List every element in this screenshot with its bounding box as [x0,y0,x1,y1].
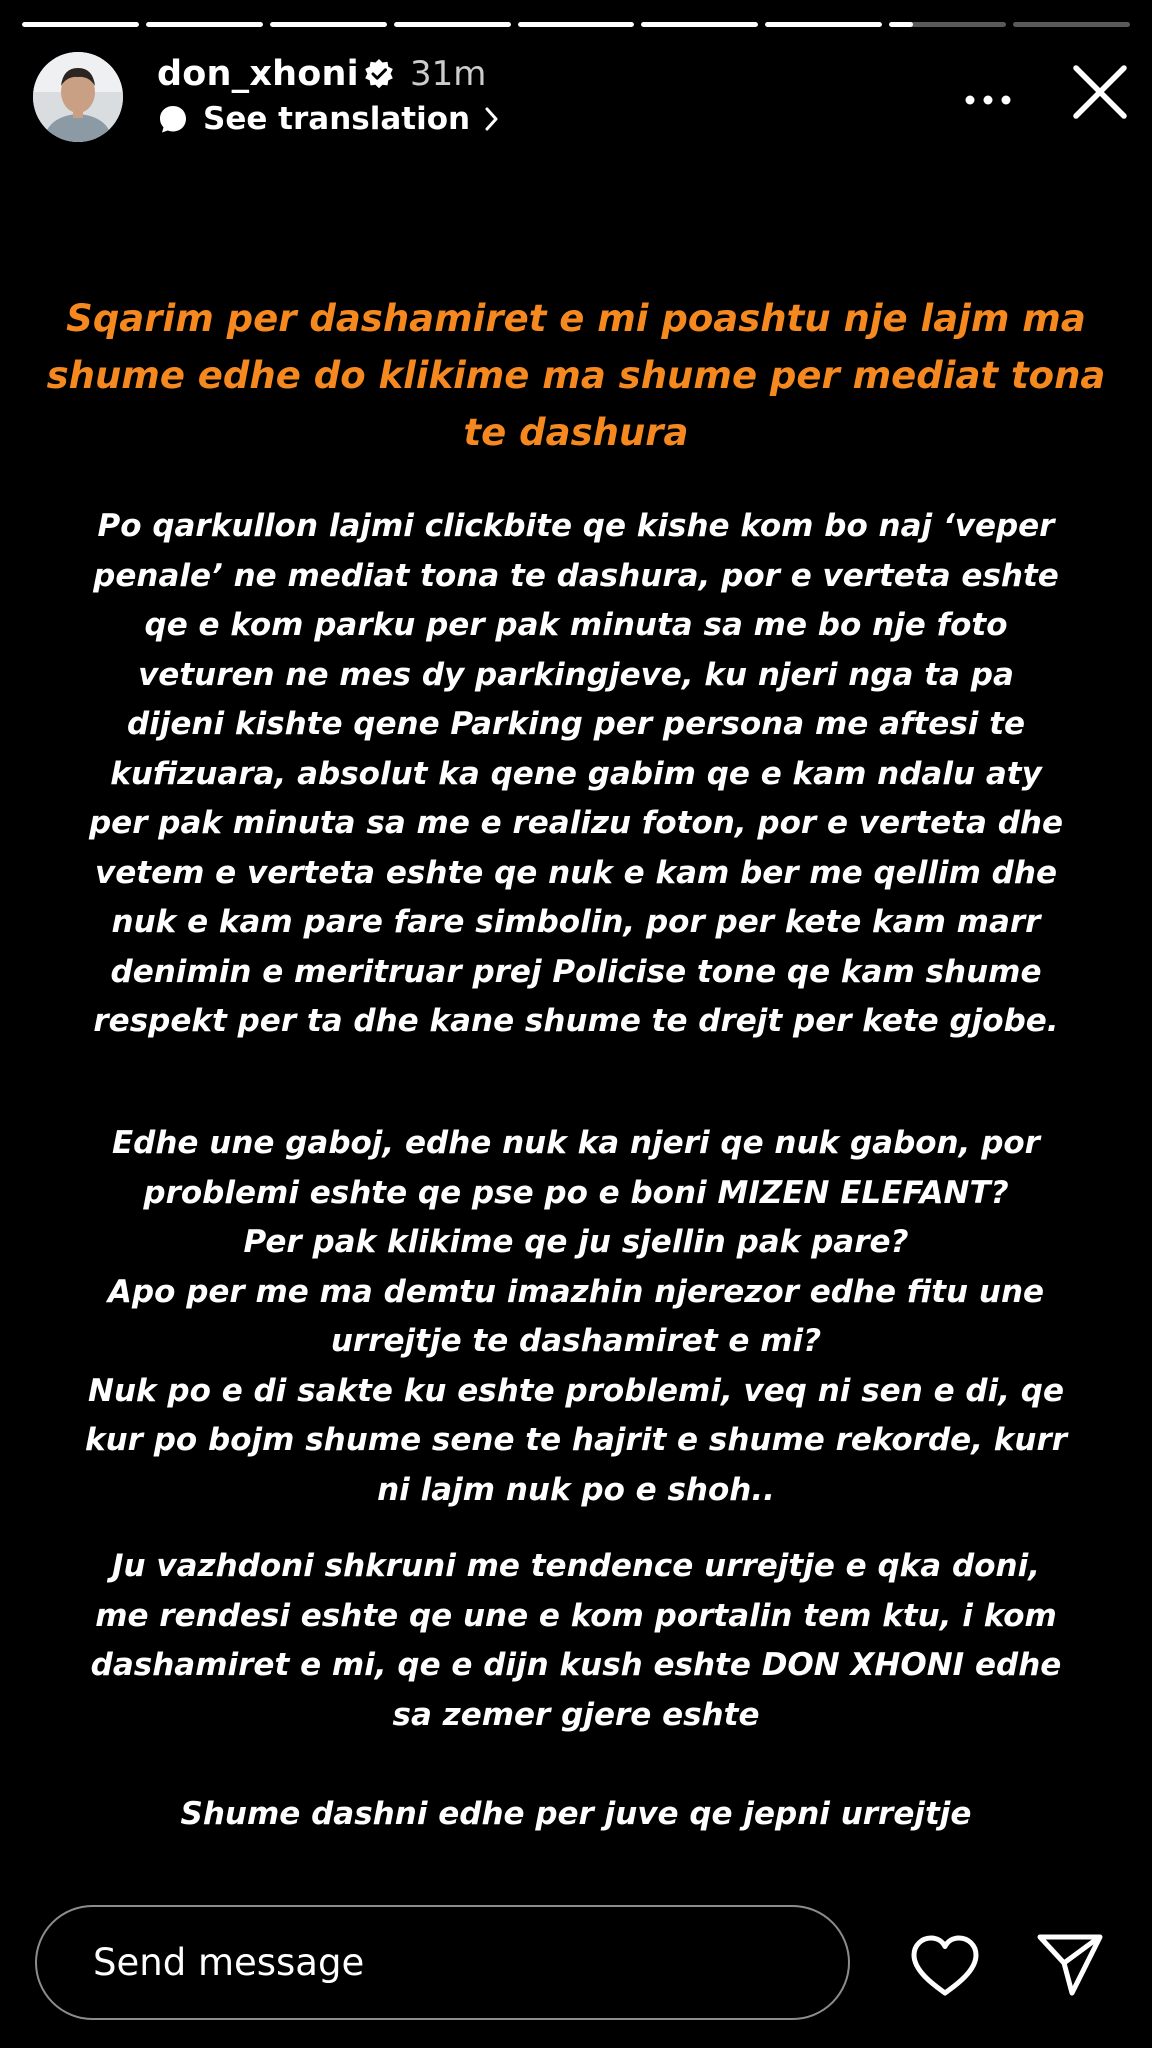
send-message-input[interactable] [35,1905,850,2020]
story-progress-segment [518,22,635,27]
avatar[interactable] [33,52,123,142]
story-title: Sqarim per dashamiret e mi poashtu nje lajm ma shume edhe do klikime ma shume per mediat tona te dashura [46,297,1106,454]
story-progress-segment [1013,22,1130,27]
story-progress-fill [765,22,882,27]
see-translation-label: See translation [203,101,471,137]
story-progress-segment [146,22,263,27]
close-icon[interactable] [1068,60,1132,124]
story-progress-fill [641,22,758,27]
chevron-right-icon [482,105,502,133]
story-paragraph-4: Shume dashni edhe per juve qe jepni urrejtje [180,1796,972,1832]
story-progress-segment [22,22,139,27]
story-progress-fill [22,22,139,27]
story-progress-segment [394,22,511,27]
story-progress-fill [889,22,912,27]
story-progress-fill [394,22,511,27]
post-time: 31m [410,54,487,94]
story-progress-segment [889,22,1006,27]
story-progress-bar [22,22,1130,27]
see-translation-link[interactable] [157,97,502,141]
story-progress-segment [641,22,758,27]
story-footer [0,1905,1152,2023]
story-progress-fill [518,22,635,27]
story-header [33,52,1122,142]
username[interactable]: don_xhoni [157,54,359,94]
story-progress-fill [146,22,263,27]
story-progress-segment [270,22,387,27]
more-options-icon[interactable] [958,80,1018,120]
story-paragraph-2: Edhe une gaboj, edhe nuk ka njeri qe nuk gabon, por problemi eshte qe pse po e boni MIZEN ELEFANT? Per pak klikime qe ju sjellin pak pare? Apo per me ma demtu imazhin njerezor edhe fitu une urrejtje te dashamiret e mi? Nuk po e di sakte ku eshte problemi, veq ni sen e di, qe kur po bojm shume sene te hajrit e shume rekorde, kurr ni lajm nuk po e shoh.. [84,1125,1068,1508]
heart-icon[interactable] [910,1935,980,1997]
story-paragraph-3: Ju vazhdoni shkruni me tendence urrejtje e qka doni, me rendesi eshte qe une e kom portalin tem ktu, i kom dashamiret e mi, qe e dijn kush eshte DON XHONI edhe sa zemer gjere eshte [90,1548,1062,1733]
send-paper-plane-icon[interactable] [1036,1931,1104,1999]
story-paragraph-1: Po qarkullon lajmi clickbite qe kishe kom bo naj ‘veper penale’ ne mediat tona te dashura, por e verteta eshte qe e kom parku per pak minuta sa me bo nje foto veturen ne mes dy parkingjeve, ku njeri nga ta pa dijeni kishte qene Parking per persona me aftesi te kufizuara, absolut ka qene gabim qe e kam ndalu aty per pak minuta sa me e realizu foton, por e verteta dhe vetem e verteta eshte qe nuk e kam ber me qellim dhe nuk e kam pare fare simbolin, por per kete kam marr denimin e meritruar prej Policise tone qe kam shume respekt per ta dhe kane shume te drejt per kete gjobe. [88,508,1063,1039]
verified-badge-icon [363,58,395,90]
speech-bubble-icon [157,103,189,135]
story-progress-fill [270,22,387,27]
story-progress-segment [765,22,882,27]
